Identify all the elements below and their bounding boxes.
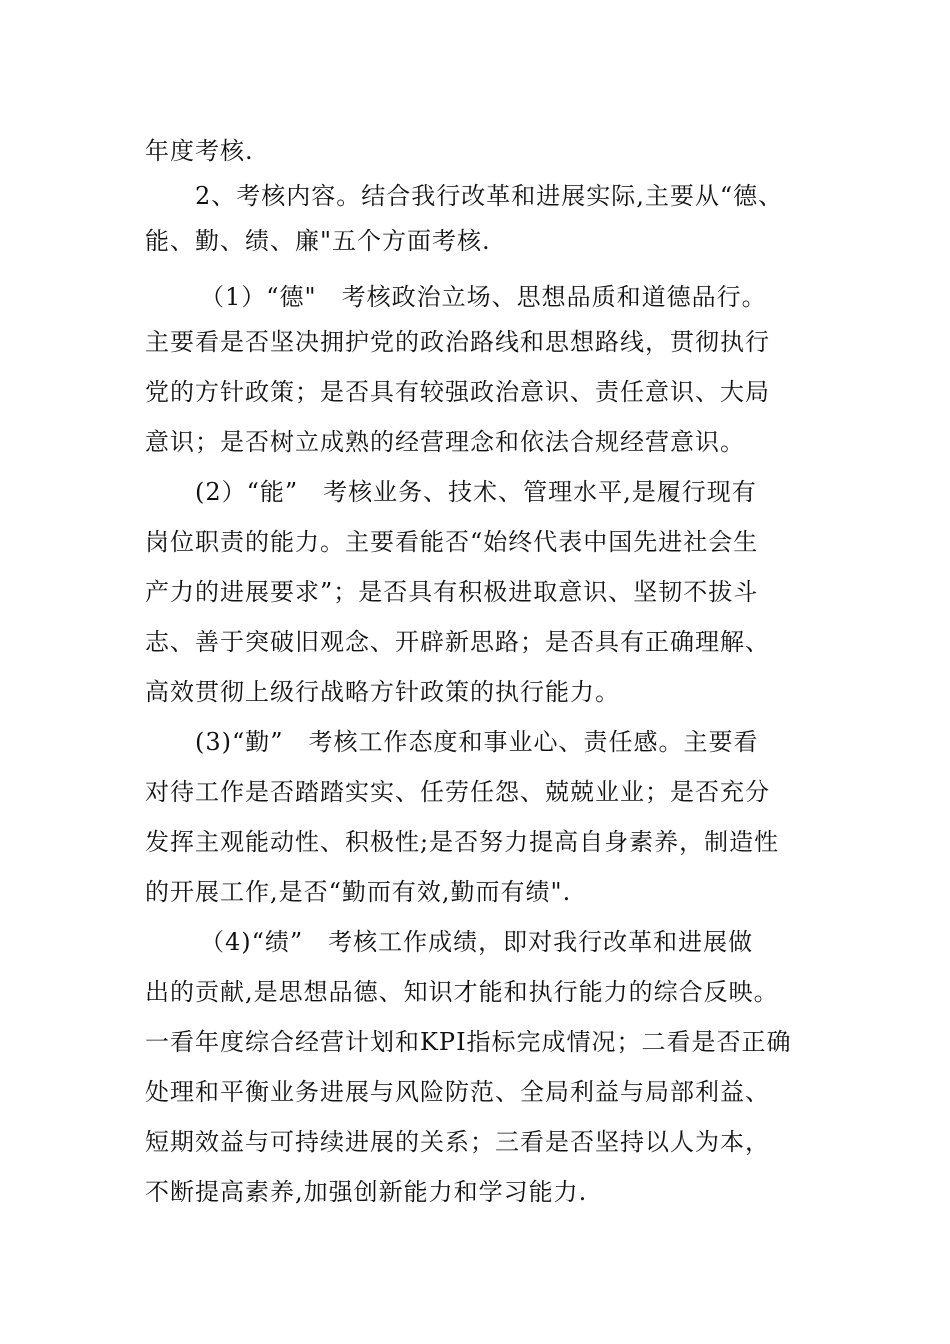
text-line: 党的方针政策；是否具有较强政治意识、责任意识、大局 (145, 378, 770, 406)
text-line: (2）“能” 考核业务、技术、管理水平,是履行现有 (195, 478, 757, 506)
text-line: (3)“勤” 考核工作态度和事业心、责任感。主要看 (195, 728, 759, 756)
text-line: 岗位职责的能力。主要看能否“始终代表中国先进社会生 (145, 528, 759, 556)
text-line: （1）“德" 考核政治立场、思想品质和道德品行。 (200, 283, 767, 311)
text-line: 高效贯彻上级行战略方针政策的执行能力。 (145, 678, 620, 706)
text-line: 发挥主观能动性、积极性;是否努力提高自身素养，制造性 (145, 828, 780, 856)
text-line: 意识；是否树立成熟的经营理念和依法合规经营意识。 (145, 428, 745, 456)
text-line: 一看年度综合经营计划和KPI指标完成情况；二看是否正确 (145, 1028, 792, 1056)
text-line: 对待工作是否踏踏实实、任劳任怨、兢兢业业；是否充分 (145, 778, 770, 806)
text-line: 不断提高素养,加强创新能力和学习能力. (145, 1178, 588, 1206)
text-line: 短期效益与可持续进展的关系；三看是否坚持以人为本， (145, 1128, 770, 1156)
text-line: 能、勤、绩、廉"五个方面考核. (145, 227, 491, 255)
text-line: 2、考核内容。结合我行改革和进展实际,主要从“德、 (195, 182, 784, 210)
text-line: 主要看是否坚决拥护党的政治路线和思想路线，贯彻执行 (145, 328, 770, 356)
text-line: （4)“绩” 考核工作成绩，即对我行改革和进展做 (200, 928, 754, 956)
text-line: 产力的进展要求”；是否具有积极进取意识、坚韧不拔斗 (145, 578, 759, 606)
text-line: 的开展工作,是否“勤而有效,勤而有绩". (145, 878, 572, 906)
text-line: 年度考核. (145, 137, 254, 165)
text-line: 处理和平衡业务进展与风险防范、全局利益与局部利益、 (145, 1078, 770, 1106)
text-line: 志、善于突破旧观念、开辟新思路；是否具有正确理解、 (145, 628, 770, 656)
text-line: 出的贡献,是思想品德、知识才能和执行能力的综合反映。 (145, 978, 779, 1006)
